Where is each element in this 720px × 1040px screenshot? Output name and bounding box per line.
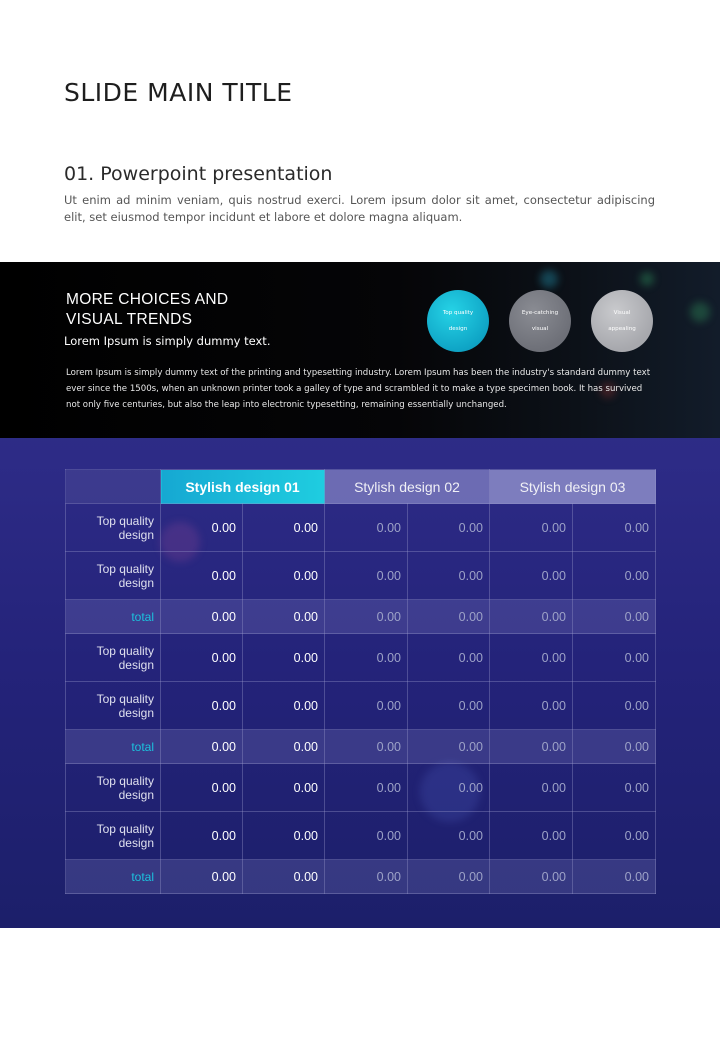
value-cell: 0.00 <box>408 600 490 634</box>
value-cell: 0.00 <box>161 600 243 634</box>
value-cell: 0.00 <box>243 682 325 730</box>
value-cell: 0.00 <box>243 764 325 812</box>
value-cell: 0.00 <box>408 860 490 894</box>
row-label-line1: Top quality <box>96 691 154 706</box>
value-cell: 0.00 <box>573 764 656 812</box>
table-row <box>66 504 656 552</box>
value-cell: 0.00 <box>573 600 656 634</box>
table-header-row <box>66 470 656 504</box>
total-row <box>66 730 656 764</box>
circle-label-line1: Visual <box>613 310 631 316</box>
value-cell: 0.00 <box>408 764 490 812</box>
value-cell: 0.00 <box>573 552 656 600</box>
circle-label-line1: Top quality <box>442 310 474 316</box>
value-cell: 0.00 <box>573 860 656 894</box>
total-label <box>66 600 161 634</box>
value-cell: 0.00 <box>490 682 573 730</box>
bokeh-light <box>690 302 710 322</box>
band-heading-line1: MORE CHOICES AND <box>66 291 229 308</box>
value-cell: 0.00 <box>243 504 325 552</box>
value-cell: 0.00 <box>161 504 243 552</box>
value-cell: 0.00 <box>490 860 573 894</box>
value-cell: 0.00 <box>243 730 325 764</box>
value-cell: 0.00 <box>243 600 325 634</box>
feature-circle-top-quality <box>427 290 489 352</box>
feature-circle-eye-catching <box>509 290 571 352</box>
band-heading-line2: VISUAL TRENDS <box>66 311 193 328</box>
row-label-line1: total <box>131 739 154 754</box>
value-cell: 0.00 <box>325 552 408 600</box>
value-cell: 0.00 <box>573 730 656 764</box>
table-corner-cell <box>66 470 161 504</box>
table-row <box>66 682 656 730</box>
value-cell: 0.00 <box>490 634 573 682</box>
value-cell: 0.00 <box>573 504 656 552</box>
row-label-line2: design <box>118 787 154 802</box>
value-cell: 0.00 <box>325 634 408 682</box>
circle-label-line2: design <box>448 326 468 332</box>
comparison-table <box>65 469 656 894</box>
total-row <box>66 600 656 634</box>
circle-label-line2: visual <box>531 326 549 332</box>
value-cell: 0.00 <box>573 634 656 682</box>
value-cell: 0.00 <box>161 764 243 812</box>
value-cell: 0.00 <box>490 600 573 634</box>
row-label <box>66 682 161 730</box>
value-cell: 0.00 <box>573 682 656 730</box>
column-header-design-02: Stylish design 02 <box>325 470 490 504</box>
value-cell: 0.00 <box>161 634 243 682</box>
row-label-line2: design <box>118 835 154 850</box>
value-cell: 0.00 <box>325 600 408 634</box>
row-label <box>66 812 161 860</box>
row-label <box>66 634 161 682</box>
value-cell: 0.00 <box>243 860 325 894</box>
value-cell: 0.00 <box>490 552 573 600</box>
row-label-line1: Top quality <box>96 561 154 576</box>
value-cell: 0.00 <box>325 860 408 894</box>
row-label <box>66 764 161 812</box>
value-cell: 0.00 <box>243 812 325 860</box>
bokeh-light <box>640 272 654 286</box>
row-label-line2: design <box>118 527 154 542</box>
column-header-design-01: Stylish design 01 <box>161 470 325 504</box>
table-row <box>66 764 656 812</box>
value-cell: 0.00 <box>490 812 573 860</box>
value-cell: 0.00 <box>325 812 408 860</box>
value-cell: 0.00 <box>573 812 656 860</box>
value-cell: 0.00 <box>490 730 573 764</box>
row-label-line2: design <box>118 657 154 672</box>
total-row <box>66 860 656 894</box>
value-cell: 0.00 <box>408 504 490 552</box>
row-label-line1: Top quality <box>96 643 154 658</box>
band-heading <box>66 290 266 330</box>
table-row <box>66 552 656 600</box>
value-cell: 0.00 <box>325 682 408 730</box>
table-row <box>66 812 656 860</box>
band-paragraph: Lorem Ipsum is simply dummy text of the printing and typesetting industry. Lorem Ipsum has been the industry's standard dummy text ever since the 1500s, when an unknown printer took a galley of type and scrambled it to make a type specimen book. It has survived not only five centuries, but also the leap into electronic typesetting, remaining essentially unchanged. <box>66 368 651 410</box>
value-cell: 0.00 <box>325 730 408 764</box>
row-label <box>66 552 161 600</box>
value-cell: 0.00 <box>325 504 408 552</box>
value-cell: 0.00 <box>161 730 243 764</box>
table-row <box>66 634 656 682</box>
row-label-line2: design <box>118 575 154 590</box>
column-header-design-03: Stylish design 03 <box>490 470 656 504</box>
band-subheading: Lorem Ipsum is simply dummy text. <box>64 334 271 348</box>
value-cell: 0.00 <box>161 552 243 600</box>
feature-band <box>0 262 720 928</box>
value-cell: 0.00 <box>408 730 490 764</box>
bokeh-light <box>540 270 558 288</box>
circle-label-line1: Eye-catching <box>521 310 559 316</box>
value-cell: 0.00 <box>408 634 490 682</box>
value-cell: 0.00 <box>161 860 243 894</box>
value-cell: 0.00 <box>243 552 325 600</box>
total-label <box>66 730 161 764</box>
value-cell: 0.00 <box>408 552 490 600</box>
value-cell: 0.00 <box>490 504 573 552</box>
section-body: Ut enim ad minim veniam, quis nostrud exerci. Lorem ipsum dolor sit amet, consectetur adipiscing elit, set eiusmod tempor incidunt et labore et dolore magna aliquam. <box>64 193 655 224</box>
value-cell: 0.00 <box>243 634 325 682</box>
row-label-line2: design <box>118 705 154 720</box>
circle-label-line2: appealing <box>608 326 636 332</box>
section-title: 01. Powerpoint presentation <box>64 163 333 185</box>
value-cell: 0.00 <box>161 812 243 860</box>
row-label-line1: total <box>131 869 154 884</box>
value-cell: 0.00 <box>408 812 490 860</box>
value-cell: 0.00 <box>490 764 573 812</box>
value-cell: 0.00 <box>408 682 490 730</box>
value-cell: 0.00 <box>325 764 408 812</box>
slide-title: SLIDE MAIN TITLE <box>64 78 293 107</box>
row-label <box>66 504 161 552</box>
row-label-line1: total <box>131 609 154 624</box>
row-label-line1: Top quality <box>96 773 154 788</box>
total-label <box>66 860 161 894</box>
table-body <box>66 504 656 894</box>
row-label-line1: Top quality <box>96 821 154 836</box>
row-label-line1: Top quality <box>96 513 154 528</box>
value-cell: 0.00 <box>161 682 243 730</box>
feature-circle-visual-appealing <box>591 290 653 352</box>
